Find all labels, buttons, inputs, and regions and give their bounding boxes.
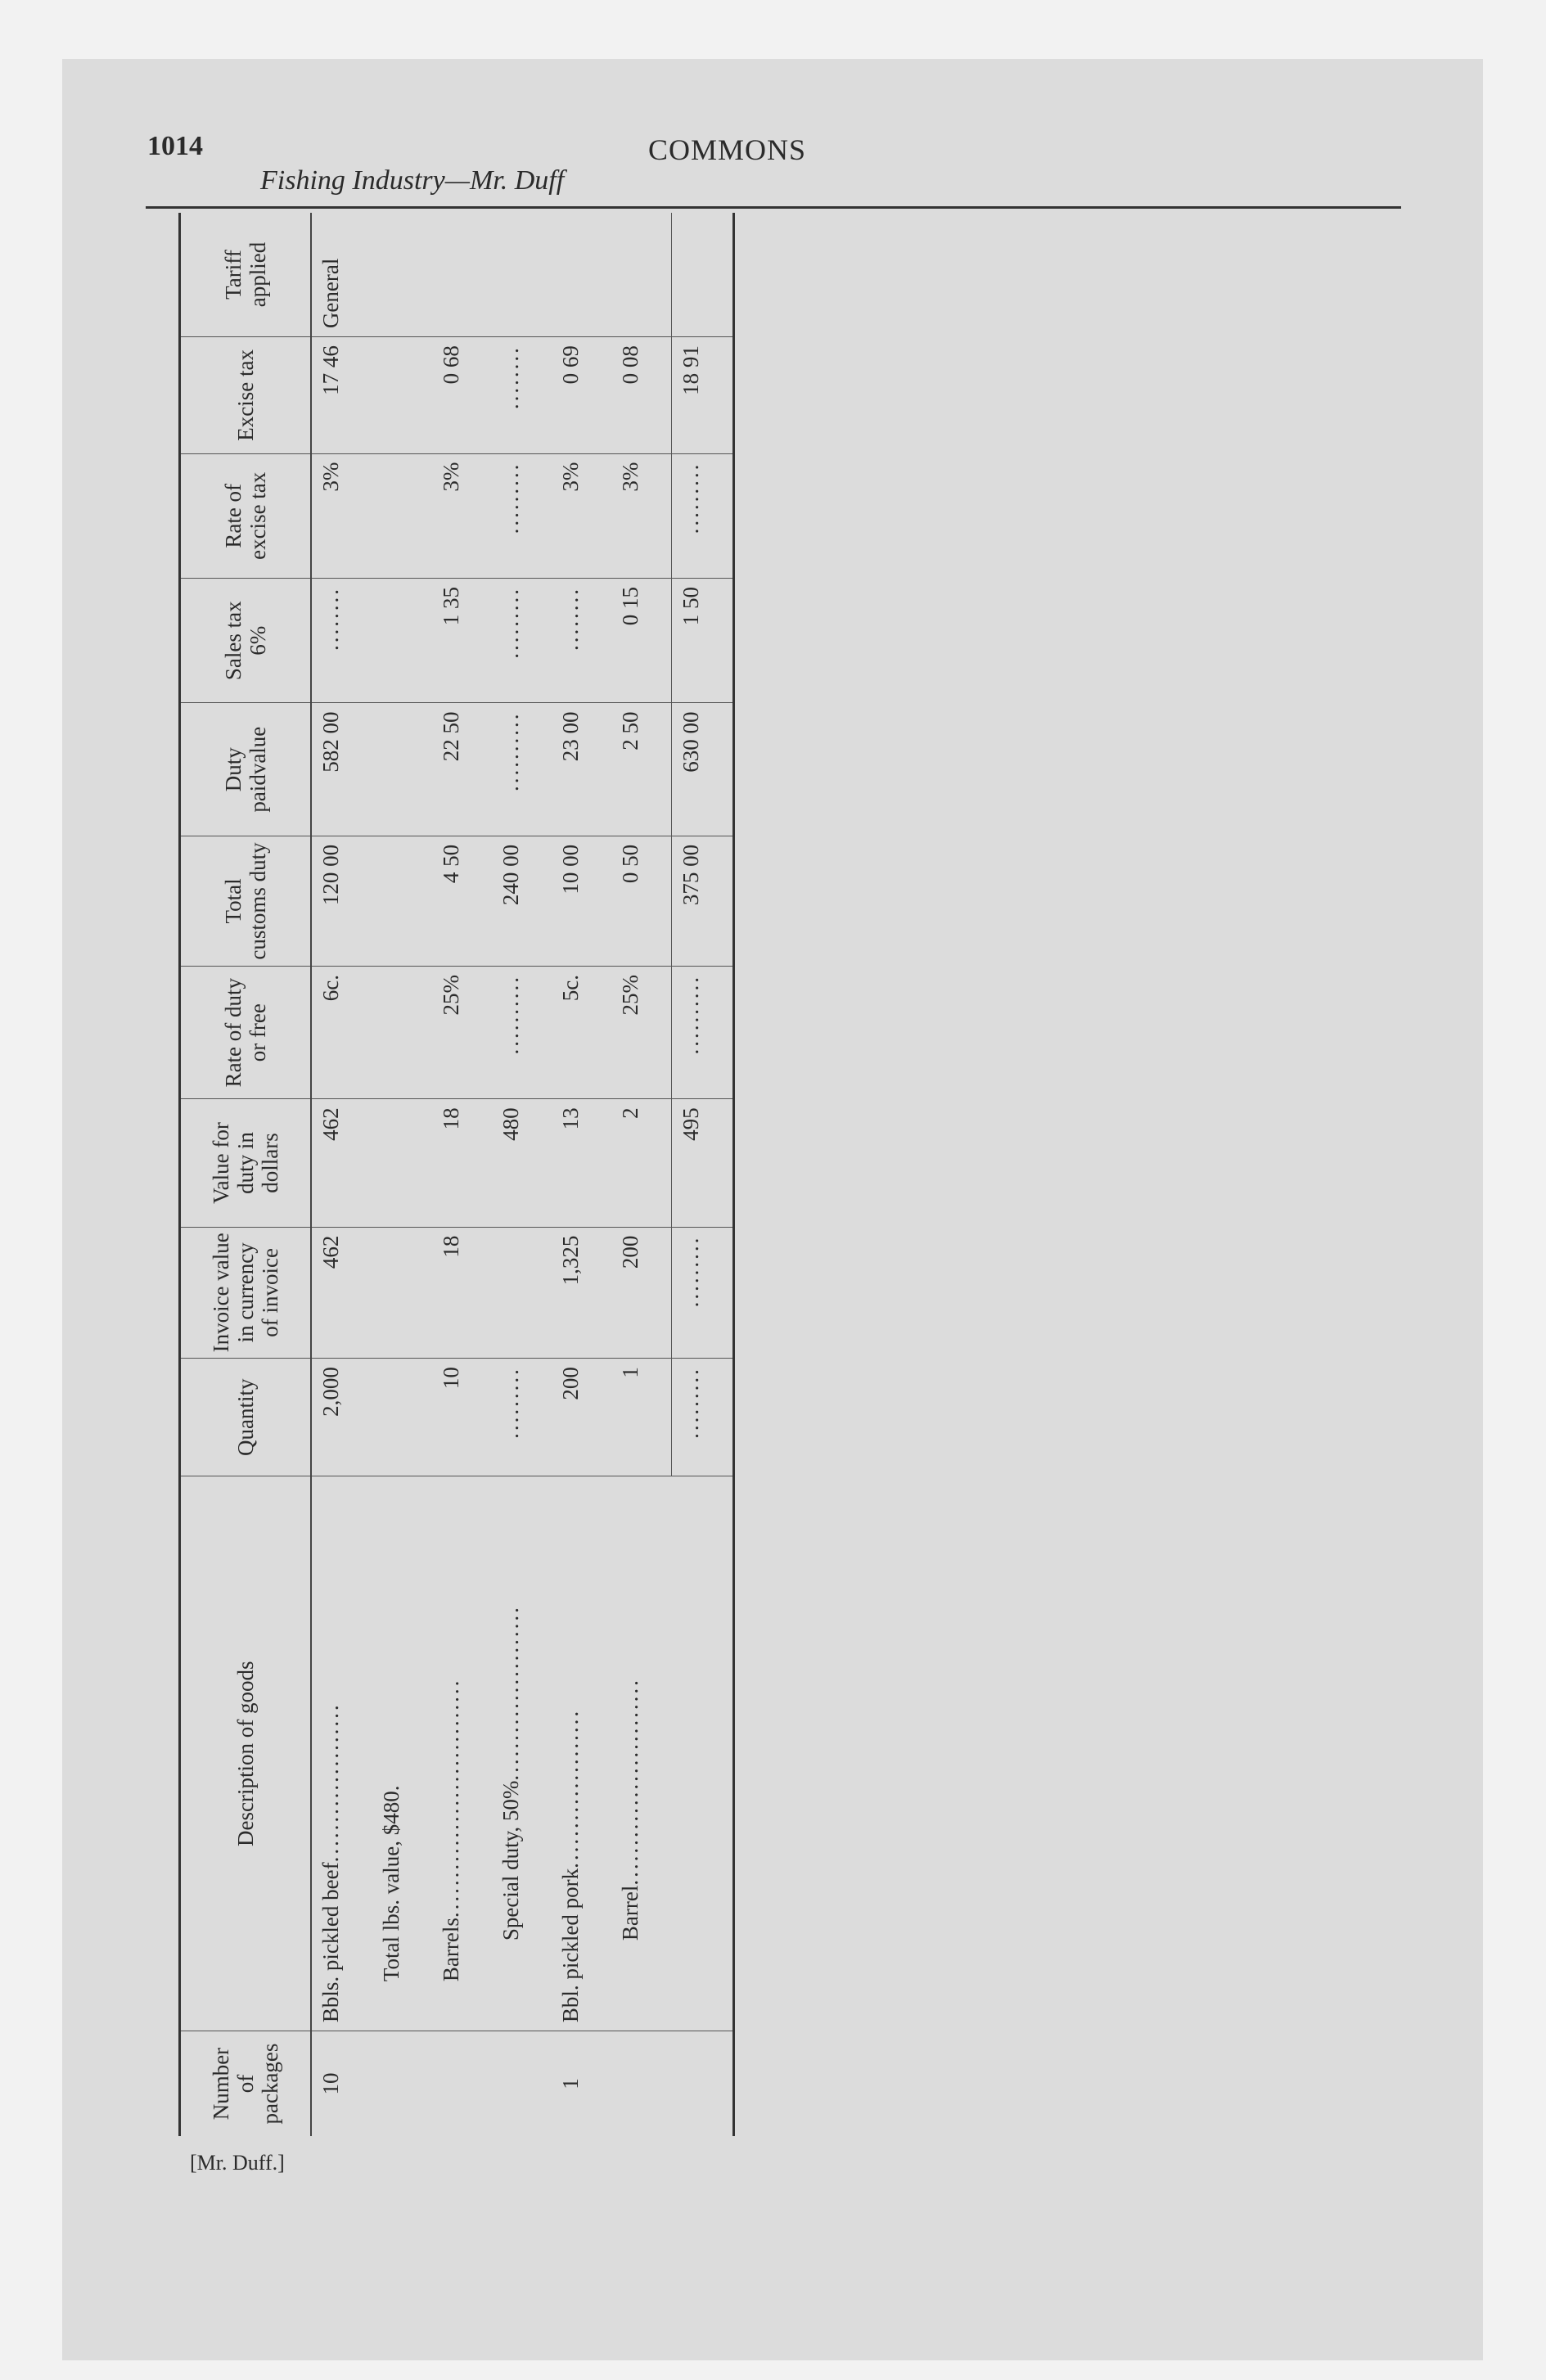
table-row — [432, 213, 492, 2136]
table-row — [372, 213, 432, 2136]
description-text: Bbl. pickled pork — [557, 1868, 583, 2023]
cell-description: Bbls. pickled beef.................... — [311, 1476, 372, 2031]
cell-rate-excise: 3% — [432, 453, 492, 578]
table-row: 1 Bbl. pickled pork.................... 200 1,325 13 5c. 10 00 23 00 ........ 3% 0 69 — [552, 213, 611, 2136]
cell-excise: 0 08 — [611, 337, 672, 454]
cell-description: Barrel.......................... — [611, 1476, 672, 2031]
table-row: Special duty, 50%...................... ......... 480 .......... 240 00 .......... ......... ......... ........ — [492, 213, 552, 2136]
table-row — [611, 213, 672, 2136]
cell-value-duty: 2 — [611, 1099, 672, 1227]
header-rule — [146, 206, 1401, 209]
table-header-row — [180, 213, 312, 2136]
table-total-row: ......... ......... 495 .......... 375 00 630 00 1 50 ......... 18 91 — [671, 213, 733, 2136]
cell-packages: 10 — [318, 2072, 343, 2095]
total-paid-value: 630 00 — [671, 703, 733, 836]
page-subhead: Fishing Industry—Mr. Duff — [260, 165, 565, 196]
description-text: Special duty, 50% — [498, 1780, 523, 1941]
page-number: 1014 — [147, 131, 203, 161]
header-rate-excise: Rate of excise tax — [180, 453, 312, 578]
cell-rate-duty: 5c. — [552, 966, 611, 1098]
table-row — [311, 213, 372, 2136]
description-text: Bbls. pickled beef — [318, 1862, 343, 2023]
cell-description: Special duty, 50%...................... — [492, 1476, 552, 2031]
cell-rate-duty: 25% — [611, 966, 672, 1098]
cell-customs: 10 00 — [552, 836, 611, 966]
cell-packages: 1 — [557, 2078, 583, 2089]
cell-excise: 0 69 — [552, 337, 611, 454]
header-excise: Excise tax — [180, 337, 312, 454]
header-customs: Total customs duty — [180, 836, 312, 966]
cell-quantity: 2,000 — [311, 1359, 372, 1476]
cell-paid-value: 22 50 — [432, 703, 492, 836]
cell-description: Bbl. pickled pork.................... — [552, 1476, 611, 2031]
cell-sales-tax: 1 35 — [432, 579, 492, 703]
cell-sales-tax: ........ — [311, 579, 372, 703]
header-tariff: Tariff applied — [180, 213, 312, 337]
header-description: Description of goods — [180, 1476, 312, 2031]
cell-rate-duty: 6c. — [311, 966, 372, 1098]
cell-customs: 4 50 — [432, 836, 492, 966]
description-text: Barrel — [617, 1885, 642, 1941]
rotated-table-container — [178, 213, 735, 2136]
cell-value-duty: 13 — [552, 1099, 611, 1227]
total-sales-tax: 1 50 — [671, 579, 733, 703]
cell-invoice: 1,325 — [552, 1227, 611, 1359]
header-rate-duty: Rate of duty or free — [180, 966, 312, 1098]
footer-note: [Mr. Duff.] — [190, 2151, 285, 2175]
cell-rate-excise: 3% — [552, 453, 611, 578]
cell-invoice: 200 — [611, 1227, 672, 1359]
header-value-duty: Value for duty in dollars — [180, 1099, 312, 1227]
cell-value-duty: 480 — [492, 1099, 552, 1227]
cell-rate-excise: 3% — [311, 453, 372, 578]
header-packages: Number of packages — [180, 2031, 312, 2136]
cell-sales-tax: 0 15 — [611, 579, 672, 703]
cell-paid-value: 582 00 — [311, 703, 372, 836]
header-invoice: Invoice value in currency of invoice — [180, 1227, 312, 1359]
cell-customs: 0 50 — [611, 836, 672, 966]
cell-excise: 0 68 — [432, 337, 492, 454]
cell-tariff: General — [311, 213, 372, 337]
cell-value-duty: 462 — [311, 1099, 372, 1227]
cell-excise: 17 46 — [311, 337, 372, 454]
duty-table — [178, 213, 735, 2136]
cell-value-duty: 18 — [432, 1099, 492, 1227]
cell-customs: 120 00 — [311, 836, 372, 966]
header-paid-value: Duty paidvalue — [180, 703, 312, 836]
total-value-duty: 495 — [671, 1099, 733, 1227]
total-customs: 375 00 — [671, 836, 733, 966]
cell-quantity: 200 — [552, 1359, 611, 1476]
cell-rate-duty: 25% — [432, 966, 492, 1098]
cell-rate-excise: 3% — [611, 453, 672, 578]
cell-quantity: 10 — [432, 1359, 492, 1476]
description-text: Barrels — [438, 1918, 463, 1982]
cell-description: Total lbs. value, $480. — [372, 1476, 432, 2031]
cell-invoice: 462 — [311, 1227, 372, 1359]
total-excise: 18 91 — [671, 337, 733, 454]
running-head: COMMONS — [648, 133, 807, 166]
cell-paid-value: 23 00 — [552, 703, 611, 836]
cell-invoice: 18 — [432, 1227, 492, 1359]
cell-description: Barrels.............................. — [432, 1476, 492, 2031]
cell-customs: 240 00 — [492, 836, 552, 966]
cell-paid-value: 2 50 — [611, 703, 672, 836]
header-quantity: Quantity — [180, 1359, 312, 1476]
cell-quantity: 1 — [611, 1359, 672, 1476]
header-sales-tax: Sales tax 6% — [180, 579, 312, 703]
